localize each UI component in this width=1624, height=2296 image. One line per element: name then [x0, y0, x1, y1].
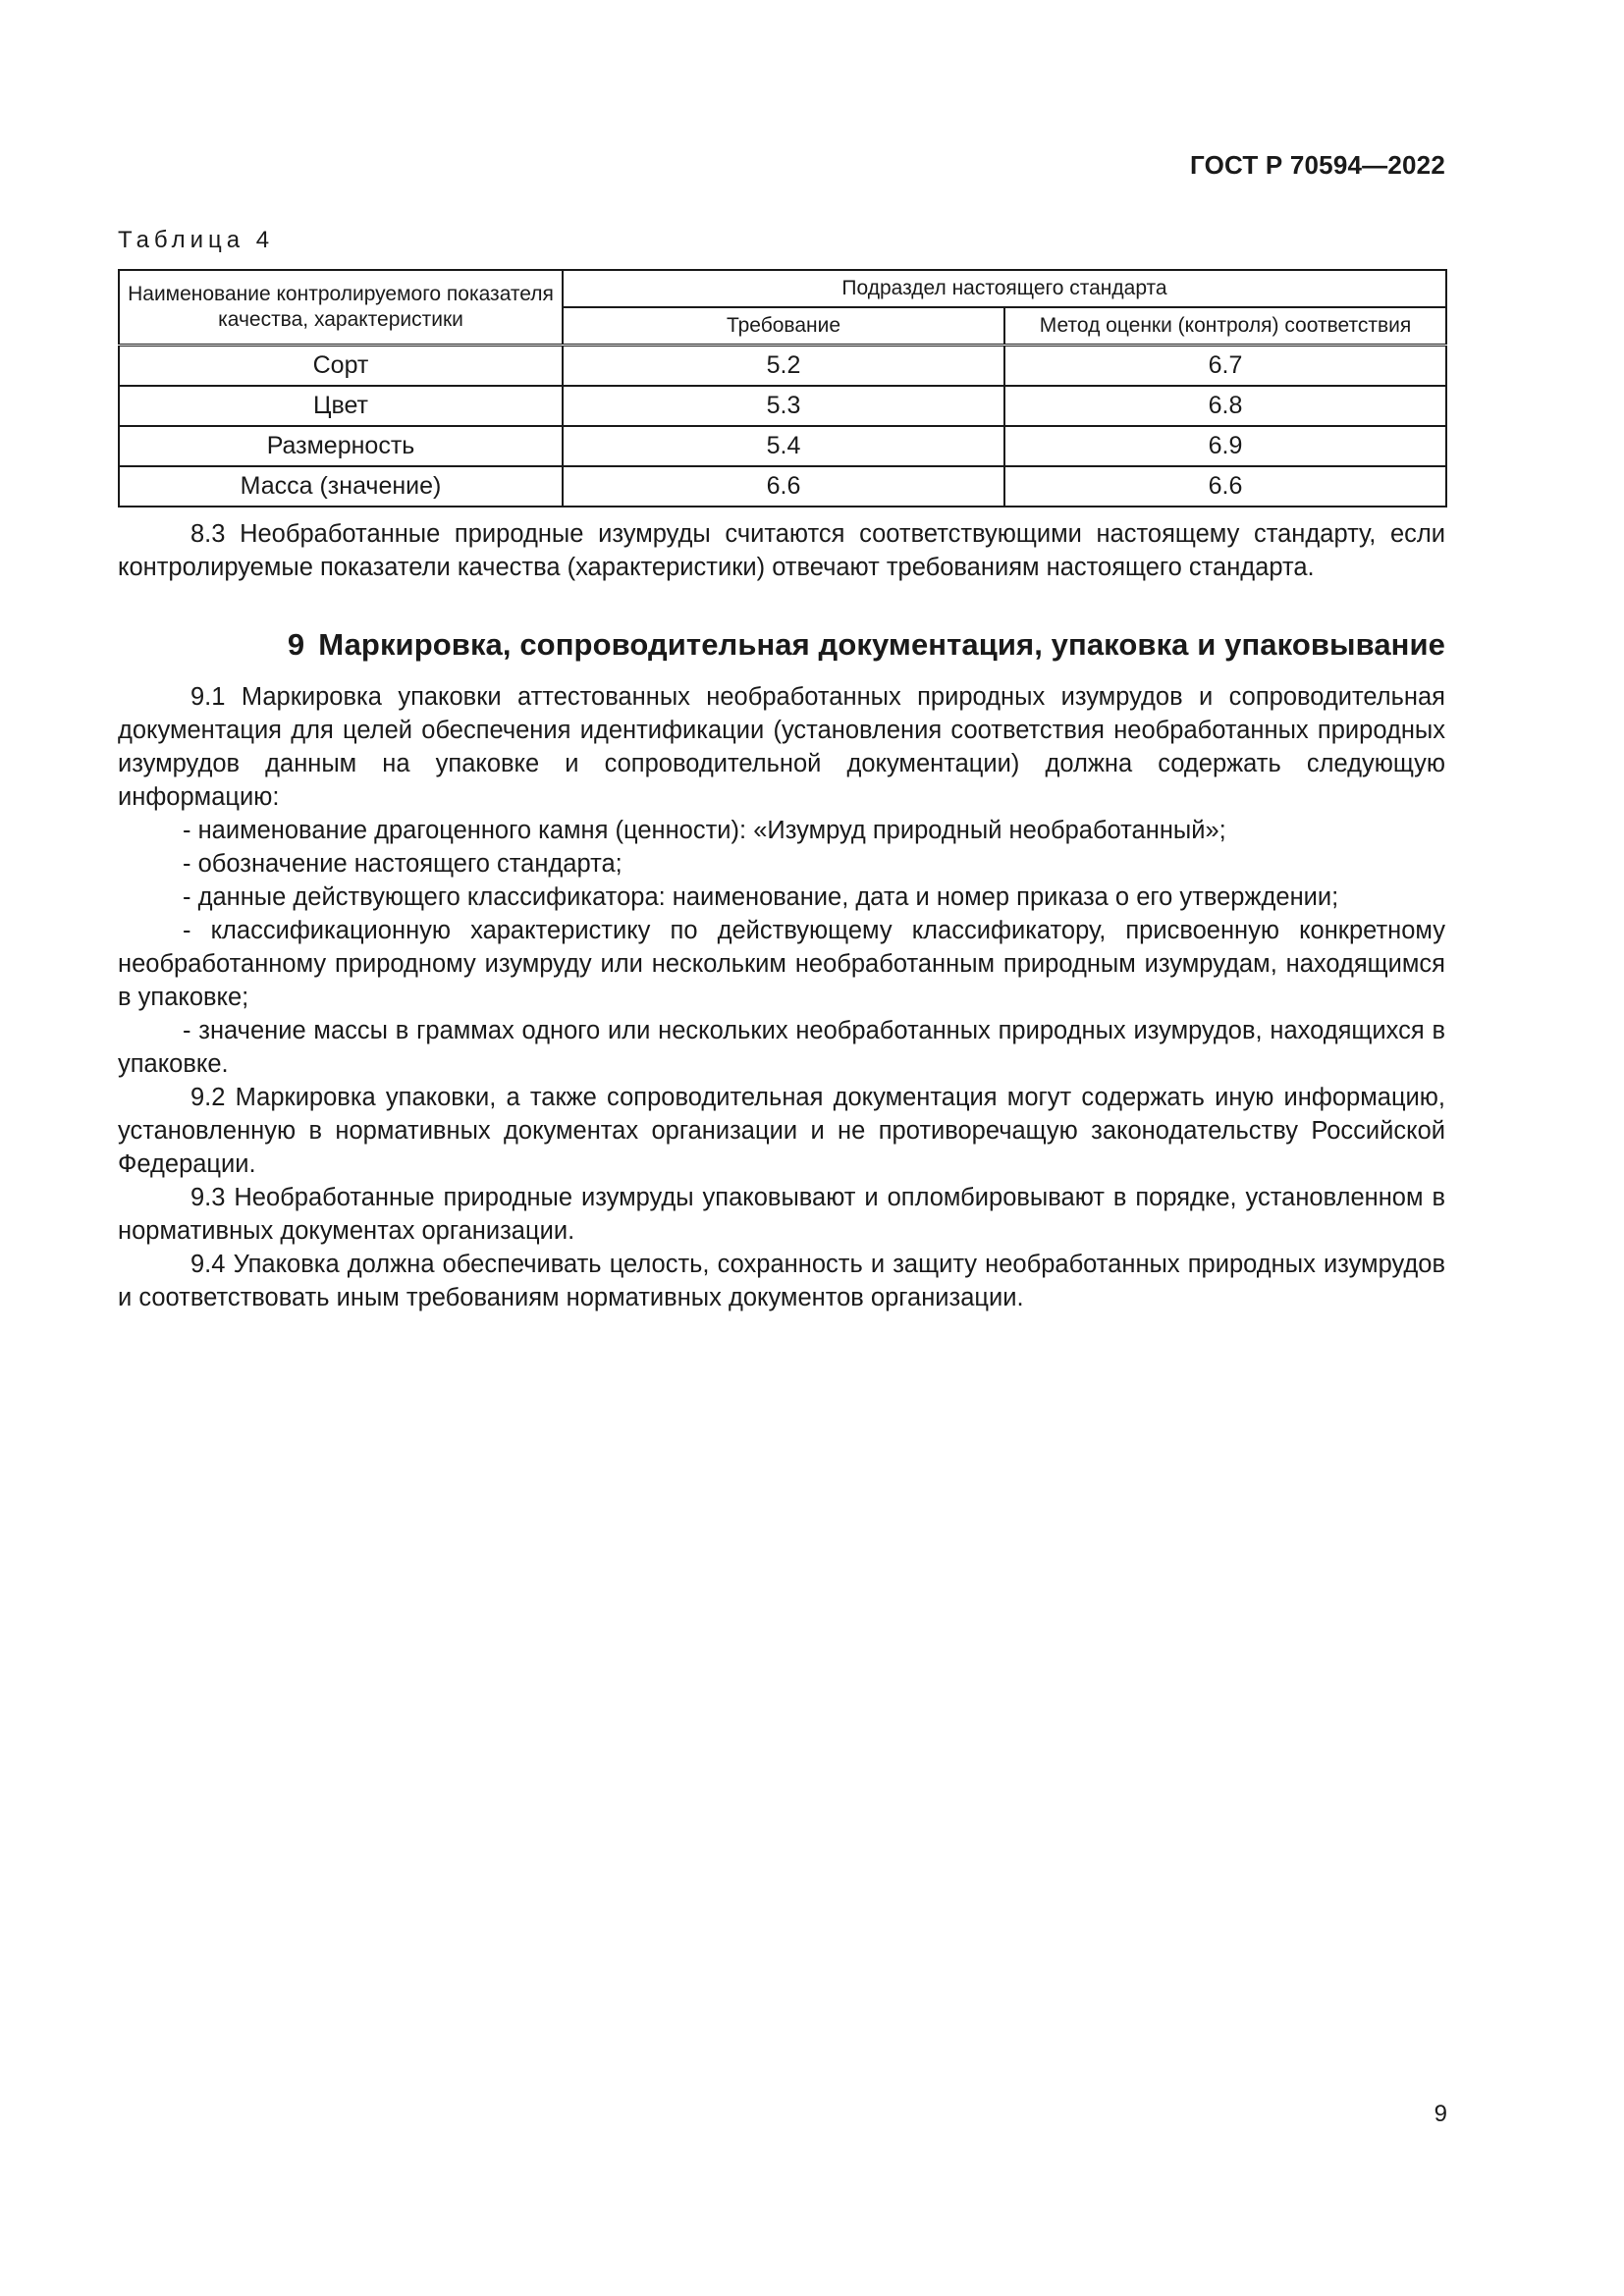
- table-header-method: Метод оценки (контроля) соответствия: [1004, 307, 1446, 346]
- section-number: 9: [287, 627, 305, 662]
- table-cell-requirement: 5.2: [563, 346, 1004, 387]
- table-header-indicator-name: Наименование контролируемого показателя качества, характеристики: [119, 270, 563, 346]
- table-header-requirement: Требование: [563, 307, 1004, 346]
- table-cell-name: Сорт: [119, 346, 563, 387]
- table-cell-method: 6.6: [1004, 466, 1446, 507]
- table-cell-requirement: 6.6: [563, 466, 1004, 507]
- quality-indicators-table: [118, 269, 1447, 507]
- table-cell-requirement: 5.3: [563, 386, 1004, 426]
- list-item: - данные действующего классификатора: наименование, дата и номер приказа о его утверждении;: [183, 883, 1339, 911]
- table-cell-name: Размерность: [119, 426, 563, 466]
- section-9-heading: [118, 625, 1445, 665]
- table-cell-requirement: 5.4: [563, 426, 1004, 466]
- section-title: Маркировка, сопроводительная документация, упаковка и упаковывание: [318, 627, 1445, 662]
- clause-9-2: 9.2 Маркировка упаковки, а также сопроводительная документация могут содержать иную информацию, установленную в нормативных документах организации и не противоречащую законодательству Российской Федерации.: [118, 1084, 1445, 1178]
- clause-8-3: 8.3 Необработанные природные изумруды считаются соответствующими настоящему стандарту, если контролируемые показатели качества (характеристики) отвечают требованиям настоящего стандарта.: [118, 520, 1445, 581]
- page-number: 9: [1434, 2101, 1447, 2127]
- table-row: [119, 466, 1446, 507]
- clause-9-4: 9.4 Упаковка должна обеспечивать целость, сохранность и защиту необработанных природных изумрудов и соответствовать иным требованиям нормативных документов организации.: [118, 1251, 1445, 1311]
- page-content: [118, 226, 1445, 1314]
- clause-9-3: 9.3 Необработанные природные изумруды упаковывают и опломбировывают в порядке, установленном в нормативных документах организации.: [118, 1184, 1445, 1245]
- list-item: - значение массы в граммах одного или нескольких необработанных природных изумрудов, находящихся в упаковке.: [118, 1017, 1445, 1078]
- table-cell-name: Цвет: [119, 386, 563, 426]
- clause-9-1: 9.1 Маркировка упаковки аттестованных необработанных природных изумрудов и сопроводительная документация для целей обеспечения идентификации (установления соответствия необработанных природных изумрудов данным на упаковке и сопроводительной документации) должна содержать следующую информацию:: [118, 683, 1445, 811]
- table-header-subsection-group: Подраздел настоящего стандарта: [563, 270, 1446, 307]
- table-row: [119, 386, 1446, 426]
- document-id-header: ГОСТ Р 70594—2022: [1190, 150, 1445, 180]
- table-caption: Таблица 4: [118, 227, 275, 253]
- list-item: - классификационную характеристику по действующему классификатору, присвоенную конкретному необработанному природному изумруду или нескольким необработанным природным изумрудам, находящимся в упаковке;: [118, 917, 1445, 1011]
- table-cell-name: Масса (значение): [119, 466, 563, 507]
- table-row: [119, 426, 1446, 466]
- table-cell-method: 6.9: [1004, 426, 1446, 466]
- table-cell-method: 6.7: [1004, 346, 1446, 387]
- table-row: [119, 346, 1446, 387]
- list-item: - наименование драгоценного камня (ценности): «Изумруд природный необработанный»;: [183, 817, 1226, 844]
- list-item: - обозначение настоящего стандарта;: [183, 850, 623, 878]
- table-cell-method: 6.8: [1004, 386, 1446, 426]
